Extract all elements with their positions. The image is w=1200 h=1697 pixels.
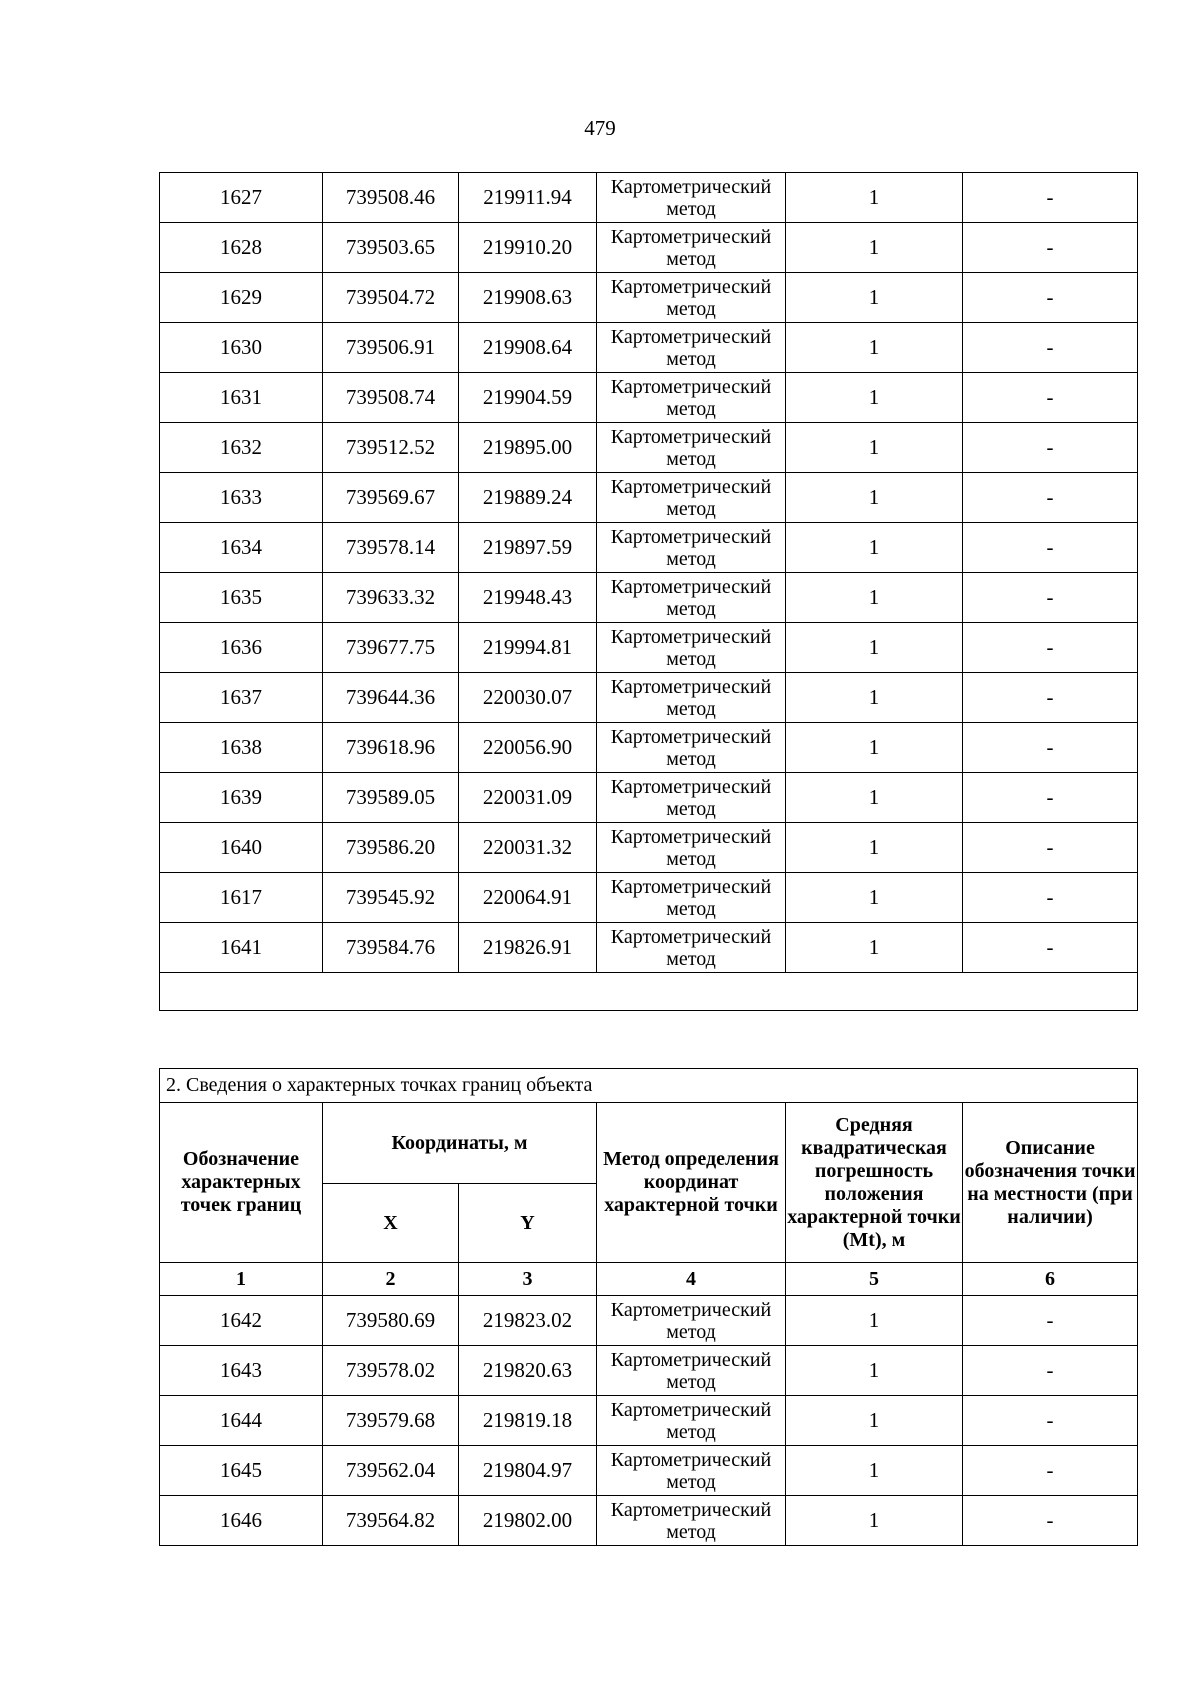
x-coordinate-cell: 739578.14 (323, 523, 459, 573)
method-cell: Картометрический метод (597, 423, 786, 473)
x-coordinate-cell: 739569.67 (323, 473, 459, 523)
boundary-points-table-continued (159, 172, 1138, 1011)
x-coordinate-cell: 739618.96 (323, 723, 459, 773)
point-id-cell: 1631 (160, 373, 323, 423)
method-cell: Картометрический метод (597, 473, 786, 523)
point-id-cell: 1643 (160, 1346, 323, 1396)
table-row (160, 1396, 1138, 1446)
x-coordinate-cell: 739579.68 (323, 1396, 459, 1446)
y-coordinate-cell: 220064.91 (459, 873, 597, 923)
method-cell: Картометрический метод (597, 1396, 786, 1446)
method-cell: Картометрический метод (597, 1296, 786, 1346)
error-cell: 1 (786, 623, 963, 673)
y-coordinate-cell: 219904.59 (459, 373, 597, 423)
table2-body (160, 1296, 1138, 1546)
table-row (160, 273, 1138, 323)
error-cell: 1 (786, 323, 963, 373)
description-cell: - (963, 773, 1138, 823)
empty-cell (160, 973, 1138, 1011)
header-error: Средняя квадратическая погрешность положения характерной точки (Mt), м (786, 1103, 963, 1263)
y-coordinate-cell: 219911.94 (459, 173, 597, 223)
table-row (160, 923, 1138, 973)
description-cell: - (963, 723, 1138, 773)
error-cell: 1 (786, 1446, 963, 1496)
error-cell: 1 (786, 573, 963, 623)
table-row (160, 723, 1138, 773)
y-coordinate-cell: 219819.18 (459, 1396, 597, 1446)
column-numbers-row (160, 1263, 1138, 1296)
table-row (160, 423, 1138, 473)
method-cell: Картометрический метод (597, 173, 786, 223)
y-coordinate-cell: 219802.00 (459, 1496, 597, 1546)
y-coordinate-cell: 219948.43 (459, 573, 597, 623)
table-row (160, 373, 1138, 423)
method-cell: Картометрический метод (597, 273, 786, 323)
y-coordinate-cell: 220056.90 (459, 723, 597, 773)
table-row (160, 1496, 1138, 1546)
header-coordinates: Координаты, м (323, 1103, 597, 1184)
point-id-cell: 1642 (160, 1296, 323, 1346)
description-cell: - (963, 1446, 1138, 1496)
table-row (160, 323, 1138, 373)
method-cell: Картометрический метод (597, 923, 786, 973)
table1-body (160, 173, 1138, 1011)
x-coordinate-cell: 739504.72 (323, 273, 459, 323)
point-id-cell: 1641 (160, 923, 323, 973)
x-coordinate-cell: 739586.20 (323, 823, 459, 873)
description-cell: - (963, 573, 1138, 623)
y-coordinate-cell: 219804.97 (459, 1446, 597, 1496)
error-cell: 1 (786, 1346, 963, 1396)
y-coordinate-cell: 220030.07 (459, 673, 597, 723)
x-coordinate-cell: 739633.32 (323, 573, 459, 623)
x-coordinate-cell: 739508.74 (323, 373, 459, 423)
description-cell: - (963, 323, 1138, 373)
column-number: 2 (323, 1263, 459, 1296)
x-coordinate-cell: 739545.92 (323, 873, 459, 923)
error-cell: 1 (786, 173, 963, 223)
error-cell: 1 (786, 223, 963, 273)
y-coordinate-cell: 219897.59 (459, 523, 597, 573)
y-coordinate-cell: 219994.81 (459, 623, 597, 673)
error-cell: 1 (786, 1396, 963, 1446)
table-row (160, 473, 1138, 523)
column-number: 1 (160, 1263, 323, 1296)
error-cell: 1 (786, 423, 963, 473)
header-description: Описание обозначения точки на местности (при наличии) (963, 1103, 1138, 1263)
method-cell: Картометрический метод (597, 873, 786, 923)
x-coordinate-cell: 739564.82 (323, 1496, 459, 1546)
table-row (160, 823, 1138, 873)
column-number: 5 (786, 1263, 963, 1296)
table-row (160, 773, 1138, 823)
error-cell: 1 (786, 673, 963, 723)
description-cell: - (963, 923, 1138, 973)
description-cell: - (963, 423, 1138, 473)
point-id-cell: 1640 (160, 823, 323, 873)
y-coordinate-cell: 219889.24 (459, 473, 597, 523)
x-coordinate-cell: 739512.52 (323, 423, 459, 473)
column-number: 6 (963, 1263, 1138, 1296)
error-cell: 1 (786, 1496, 963, 1546)
boundary-points-table (159, 1068, 1138, 1546)
y-coordinate-cell: 219908.64 (459, 323, 597, 373)
header-row (160, 1103, 1138, 1184)
table-row (160, 1296, 1138, 1346)
table-row (160, 873, 1138, 923)
point-id-cell: 1635 (160, 573, 323, 623)
x-coordinate-cell: 739589.05 (323, 773, 459, 823)
point-id-cell: 1646 (160, 1496, 323, 1546)
error-cell: 1 (786, 773, 963, 823)
x-coordinate-cell: 739508.46 (323, 173, 459, 223)
point-id-cell: 1632 (160, 423, 323, 473)
x-coordinate-cell: 739677.75 (323, 623, 459, 673)
point-id-cell: 1639 (160, 773, 323, 823)
y-coordinate-cell: 219823.02 (459, 1296, 597, 1346)
table-row (160, 223, 1138, 273)
header-point-id: Обозначение характерных точек границ (160, 1103, 323, 1263)
description-cell: - (963, 873, 1138, 923)
error-cell: 1 (786, 373, 963, 423)
table-row (160, 673, 1138, 723)
table-row (160, 573, 1138, 623)
error-cell: 1 (786, 823, 963, 873)
method-cell: Картометрический метод (597, 623, 786, 673)
description-cell: - (963, 673, 1138, 723)
error-cell: 1 (786, 923, 963, 973)
x-coordinate-cell: 739644.36 (323, 673, 459, 723)
method-cell: Картометрический метод (597, 523, 786, 573)
method-cell: Картометрический метод (597, 223, 786, 273)
header-x: X (323, 1184, 459, 1263)
description-cell: - (963, 373, 1138, 423)
y-coordinate-cell: 219820.63 (459, 1346, 597, 1396)
method-cell: Картометрический метод (597, 1446, 786, 1496)
description-cell: - (963, 273, 1138, 323)
description-cell: - (963, 623, 1138, 673)
x-coordinate-cell: 739506.91 (323, 323, 459, 373)
column-number: 3 (459, 1263, 597, 1296)
point-id-cell: 1633 (160, 473, 323, 523)
header-method: Метод определения координат характерной точки (597, 1103, 786, 1263)
x-coordinate-cell: 739578.02 (323, 1346, 459, 1396)
section-title: 2. Сведения о характерных точках границ объекта (160, 1069, 1138, 1103)
x-coordinate-cell: 739562.04 (323, 1446, 459, 1496)
description-cell: - (963, 173, 1138, 223)
method-cell: Картометрический метод (597, 673, 786, 723)
description-cell: - (963, 1496, 1138, 1546)
point-id-cell: 1627 (160, 173, 323, 223)
y-coordinate-cell: 220031.09 (459, 773, 597, 823)
point-id-cell: 1630 (160, 323, 323, 373)
x-coordinate-cell: 739580.69 (323, 1296, 459, 1346)
error-cell: 1 (786, 273, 963, 323)
point-id-cell: 1644 (160, 1396, 323, 1446)
description-cell: - (963, 473, 1138, 523)
page-number: 479 (584, 116, 616, 140)
empty-row (160, 973, 1138, 1011)
description-cell: - (963, 223, 1138, 273)
description-cell: - (963, 1396, 1138, 1446)
description-cell: - (963, 523, 1138, 573)
y-coordinate-cell: 219908.63 (459, 273, 597, 323)
point-id-cell: 1638 (160, 723, 323, 773)
x-coordinate-cell: 739503.65 (323, 223, 459, 273)
method-cell: Картометрический метод (597, 1496, 786, 1546)
section-title-row (160, 1069, 1138, 1103)
point-id-cell: 1645 (160, 1446, 323, 1496)
point-id-cell: 1617 (160, 873, 323, 923)
table-row (160, 1346, 1138, 1396)
error-cell: 1 (786, 523, 963, 573)
column-number: 4 (597, 1263, 786, 1296)
method-cell: Картометрический метод (597, 723, 786, 773)
method-cell: Картометрический метод (597, 823, 786, 873)
table-row (160, 173, 1138, 223)
method-cell: Картометрический метод (597, 323, 786, 373)
y-coordinate-cell: 220031.32 (459, 823, 597, 873)
error-cell: 1 (786, 473, 963, 523)
error-cell: 1 (786, 873, 963, 923)
description-cell: - (963, 823, 1138, 873)
y-coordinate-cell: 219910.20 (459, 223, 597, 273)
table-row (160, 523, 1138, 573)
point-id-cell: 1634 (160, 523, 323, 573)
y-coordinate-cell: 219826.91 (459, 923, 597, 973)
description-cell: - (963, 1296, 1138, 1346)
point-id-cell: 1637 (160, 673, 323, 723)
table-row (160, 623, 1138, 673)
description-cell: - (963, 1346, 1138, 1396)
header-y: Y (459, 1184, 597, 1263)
error-cell: 1 (786, 723, 963, 773)
table-row (160, 1446, 1138, 1496)
y-coordinate-cell: 219895.00 (459, 423, 597, 473)
error-cell: 1 (786, 1296, 963, 1346)
method-cell: Картометрический метод (597, 1346, 786, 1396)
point-id-cell: 1628 (160, 223, 323, 273)
point-id-cell: 1636 (160, 623, 323, 673)
method-cell: Картометрический метод (597, 573, 786, 623)
method-cell: Картометрический метод (597, 373, 786, 423)
method-cell: Картометрический метод (597, 773, 786, 823)
point-id-cell: 1629 (160, 273, 323, 323)
x-coordinate-cell: 739584.76 (323, 923, 459, 973)
